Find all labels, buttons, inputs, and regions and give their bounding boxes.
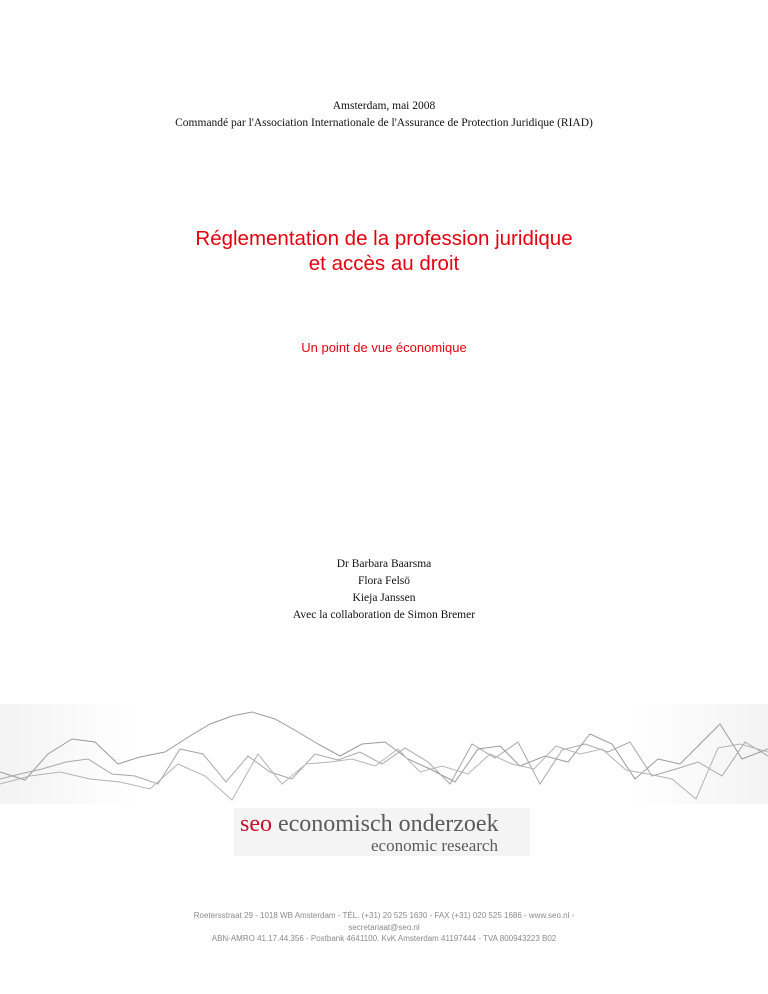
report-title [0, 226, 768, 276]
collaboration-note: Avec la collaboration de Simon Bremer [292, 609, 476, 621]
logo-wordmark [240, 811, 499, 837]
decorative-line-band [0, 704, 768, 804]
decorative-zigzag-lines [0, 704, 768, 804]
footer-address: Roetersstraat 29 - 1018 WB Amsterdam - TÉL. (+31) 20 525 1630 - FAX (+31) 020 525 1686 - www.seo.nl - [193, 911, 575, 920]
title-line-1: Réglementation de la profession juridique [195, 227, 573, 250]
logo-brand: seo [240, 811, 272, 837]
footer-bank-info: ABN-AMRO 41.17.44.356 - Postbank 4641100. KvK Amsterdam 41197444 - TVA 800943223 B02 [211, 934, 557, 943]
footer-contact [0, 910, 768, 945]
report-subtitle: Un point de vue économique [301, 340, 467, 355]
author-1: Dr Barbara Baarsma [336, 558, 432, 570]
author-2: Flora Felsö [357, 575, 411, 587]
commissioned-by: Commandé par l'Association Internationale de l'Assurance de Protection Juridique (RIAD) [175, 117, 593, 129]
authors-block [0, 556, 768, 624]
footer-email: secretariaat@seo.nl [348, 922, 420, 932]
place-date: Amsterdam, mai 2008 [332, 100, 436, 112]
logo-tagline: economic research [371, 836, 498, 855]
seo-logo [234, 808, 530, 856]
header-block [0, 98, 768, 132]
title-line-2: et accès au droit [308, 252, 460, 275]
logo-name-rest: economisch onderzoek [272, 811, 499, 837]
author-3: Kieja Janssen [352, 592, 416, 604]
